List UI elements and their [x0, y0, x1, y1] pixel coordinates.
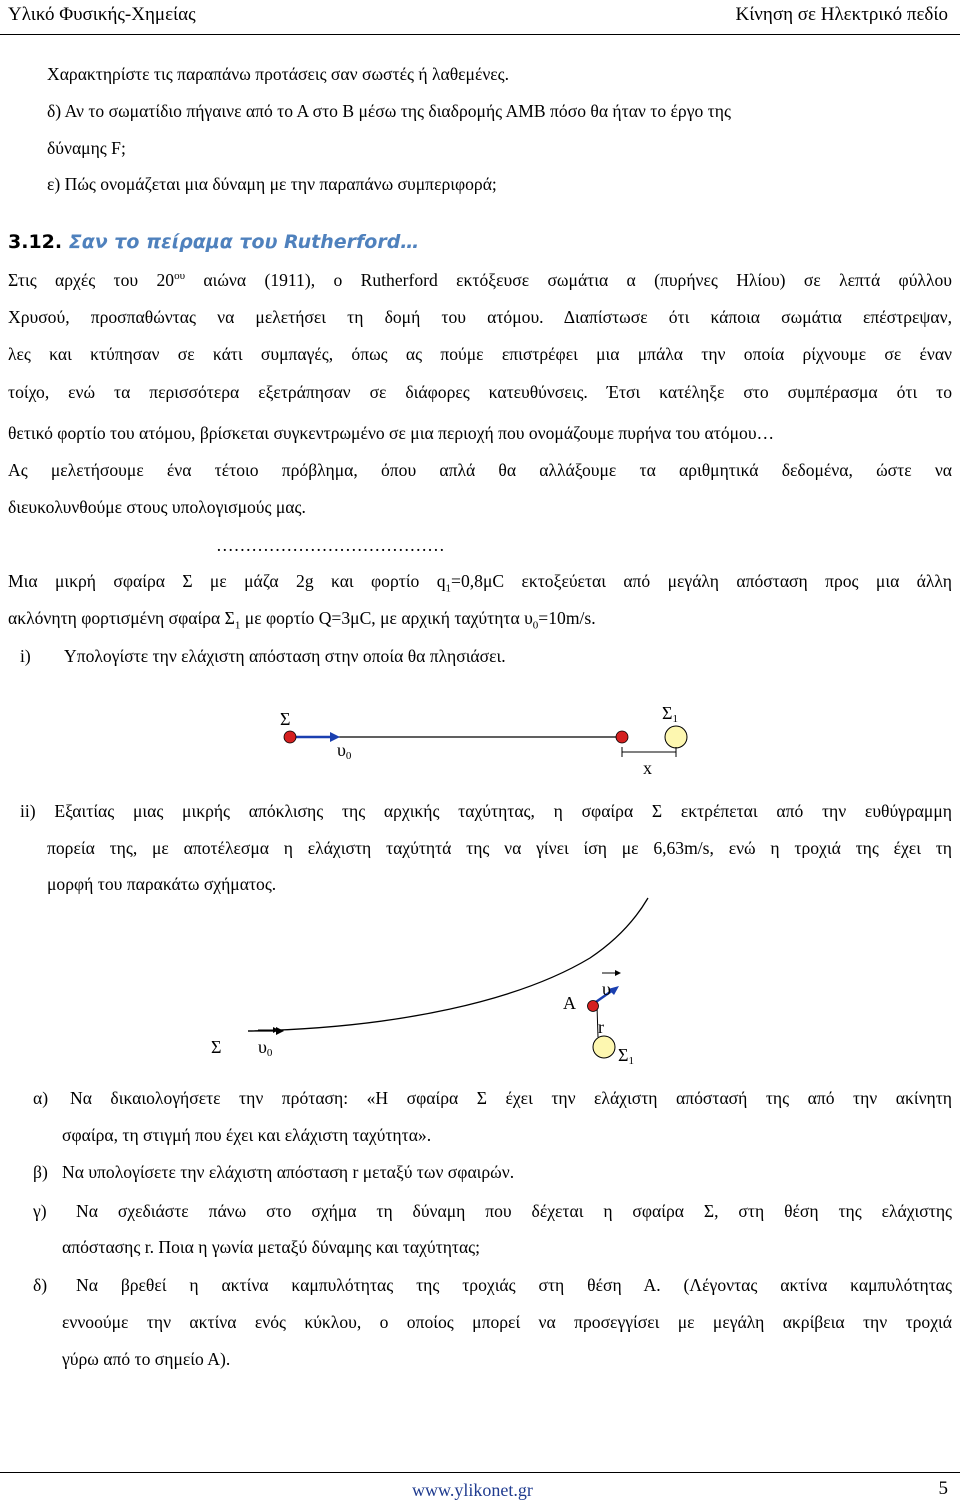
- question-c-line-1: Να σχεδιάστε πάνω στο σχήμα τη δύναμη που δέχεται η σφαίρα Σ, στη θέση της ελάχιστης: [76, 1201, 952, 1221]
- fig1-label-sigma: Σ: [280, 709, 291, 729]
- fig2-label-sigma: Σ: [211, 1037, 222, 1057]
- intro-1a: Στις αρχές του 20: [8, 270, 175, 290]
- problem-2a: ακλόνητη φορτισμένη σφαίρα Σ: [8, 608, 235, 628]
- problem-1-sub: 1: [445, 582, 452, 595]
- footer-website-link[interactable]: www.ylikonet.gr: [412, 1480, 533, 1500]
- question-b-label: β): [33, 1162, 48, 1182]
- part-ii-line-3: μορφή του παρακάτω σχήματος.: [47, 874, 277, 894]
- intro-line-6: Ας μελετήσουμε ένα τέτοιο πρόβλημα, όπου απλά θα αλλάξουμε τα αριθμητικά δεδομένα, ώστε να: [8, 460, 952, 480]
- header-left: Υλικό Φυσικής-Χημείας: [8, 4, 196, 25]
- question-i-text: Υπολογίστε την ελάχιστη απόσταση στην οποία θα πλησιάσει.: [64, 646, 506, 666]
- page-number: 5: [938, 1478, 948, 1499]
- problem-1b: =0,8μC εκτοξεύεται από μεγάλη απόσταση προς μια άλλη: [451, 571, 952, 591]
- intro-line-5: θετικό φορτίο του ατόμου, βρίσκεται συγκεντρωμένο σε μια περιοχή που ονομάζουμε πυρήνα του ατόμου…: [8, 423, 775, 443]
- fig2-label-v0: υ0: [258, 1037, 273, 1059]
- part-ii-line-1: ii) Εξαιτίας μιας μικρής απόκλισης της αρχικής ταχύτητας, η σφαίρα Σ εκτρέπεται από την ευθύγραμμη: [20, 801, 952, 821]
- dots-separator: …………………………………: [216, 535, 445, 555]
- question-d-line-3: γύρω από το σημείο Α).: [62, 1349, 231, 1369]
- question-c-line-2: απόστασης r. Ποια η γωνία μεταξύ δύναμης και ταχύτητας;: [62, 1237, 481, 1257]
- question-b-line-1: Να υπολογίσετε την ελάχιστη απόσταση r μεταξύ των σφαιρών.: [62, 1162, 515, 1182]
- intro-line-3: λες και κτύπησαν σε κάτι συμπαγές, όπως ας πούμε επιστρέφει μια μπάλα την οποία ρίχνουμε σε έναν: [8, 344, 952, 364]
- intro-line-2: Χρυσού, προσπαθώντας να μελετήσει τη δομή του ατόμου. Διαπίστωσε ότι κάποια σωμάτια επέστρεψαν,: [8, 307, 952, 327]
- fig2-label-v: υ: [602, 979, 611, 999]
- intro-line-4: τοίχο, ενώ τα περισσότερα εξετράπησαν σε διάφορες κατευθύνσεις. Έτσι κατέληξε στο συμπέρασμα ότι το: [8, 382, 952, 402]
- intro-1-sup: ου: [174, 270, 186, 283]
- question-a-line-2: σφαίρα, τη στιγμή που έχει και ελάχιστη ταχύτητα».: [62, 1125, 432, 1145]
- problem-2-sub1: 1: [234, 619, 241, 632]
- intro-1b: αιώνα (1911), ο Rutherford εκτόξευσε σωμάτια α (πυρήνες Ηλίου) σε λεπτά φύλλου: [185, 270, 952, 290]
- question-c-label: γ): [33, 1201, 47, 1221]
- fig2-label-A: Α: [563, 993, 576, 1013]
- question-d-line-1: Να βρεθεί η ακτίνα καμπυλότητας της τροχιάς στη θέση Α. (Λέγοντας ακτίνα καμπυλότητας: [76, 1275, 952, 1295]
- question-a-label: α): [33, 1088, 49, 1108]
- fig1-label-sigma1: Σ1: [662, 703, 678, 725]
- top-line-2: δ) Αν το σωματίδιο πήγαινε από το Α στο Β μέσω της διαδρομής ΑΜΒ πόσο θα ήταν το έργο της: [47, 101, 731, 121]
- problem-2-sub2: 0: [532, 619, 539, 632]
- fig2-ball-sigma: [588, 1001, 599, 1012]
- fig2-label-r: r: [598, 1017, 604, 1037]
- section-title-text: Σαν το πείραμα του Rutherford…: [68, 231, 420, 253]
- fig2-trajectory: [248, 898, 648, 1031]
- footer-divider: [0, 1472, 960, 1473]
- section-number: 3.12.: [8, 231, 69, 253]
- part-ii-line-2: πορεία της, με αποτέλεσμα η ελάχιστη ταχύτητά της να γίνει ίση με 6,63m/s, ενώ η τροχιά της έχει τη: [47, 838, 952, 858]
- problem-1a: Μια μικρή σφαίρα Σ με μάζα 2g και φορτίο q: [8, 571, 446, 591]
- fig2-v0-arrowhead: [276, 1027, 284, 1035]
- fig1-label-v0: υ0: [337, 740, 352, 762]
- intro-line-7: διευκολυνθούμε στους υπολογισμούς μας.: [8, 497, 306, 517]
- top-line-1: Χαρακτηρίστε τις παραπάνω προτάσεις σαν σωστές ή λαθεμένες.: [47, 64, 510, 84]
- problem-2b: με φορτίο Q=3μC, με αρχική ταχύτητα υ: [240, 608, 533, 628]
- header-right: Κίνηση σε Ηλεκτρικό πεδίο: [735, 4, 948, 25]
- fig2-v-overarrow-head: [615, 970, 621, 976]
- question-i-label: i): [20, 646, 31, 666]
- top-line-3: δύναμης F;: [47, 138, 126, 158]
- fig2-ball-sigma1: [593, 1036, 615, 1058]
- fig1-label-x: x: [643, 758, 652, 778]
- fig2-label-sigma1: Σ1: [618, 1045, 634, 1067]
- top-line-4: ε) Πώς ονομάζεται μια δύναμη με την παραπάνω συμπεριφορά;: [47, 174, 497, 194]
- question-d-label: δ): [33, 1275, 48, 1295]
- problem-2c: =10m/s.: [538, 608, 596, 628]
- question-d-line-2: εννοούμε την ακτίνα ενός κύκλου, ο οποίος μπορεί να προσεγγίσει με μεγάλη ακρίβεια την τροχιά: [62, 1312, 952, 1332]
- question-a-line-1: Να δικαιολογήσετε την πρόταση: «Η σφαίρα Σ έχει την ελάχιστη απόστασή της από την ακίνητη: [70, 1088, 952, 1108]
